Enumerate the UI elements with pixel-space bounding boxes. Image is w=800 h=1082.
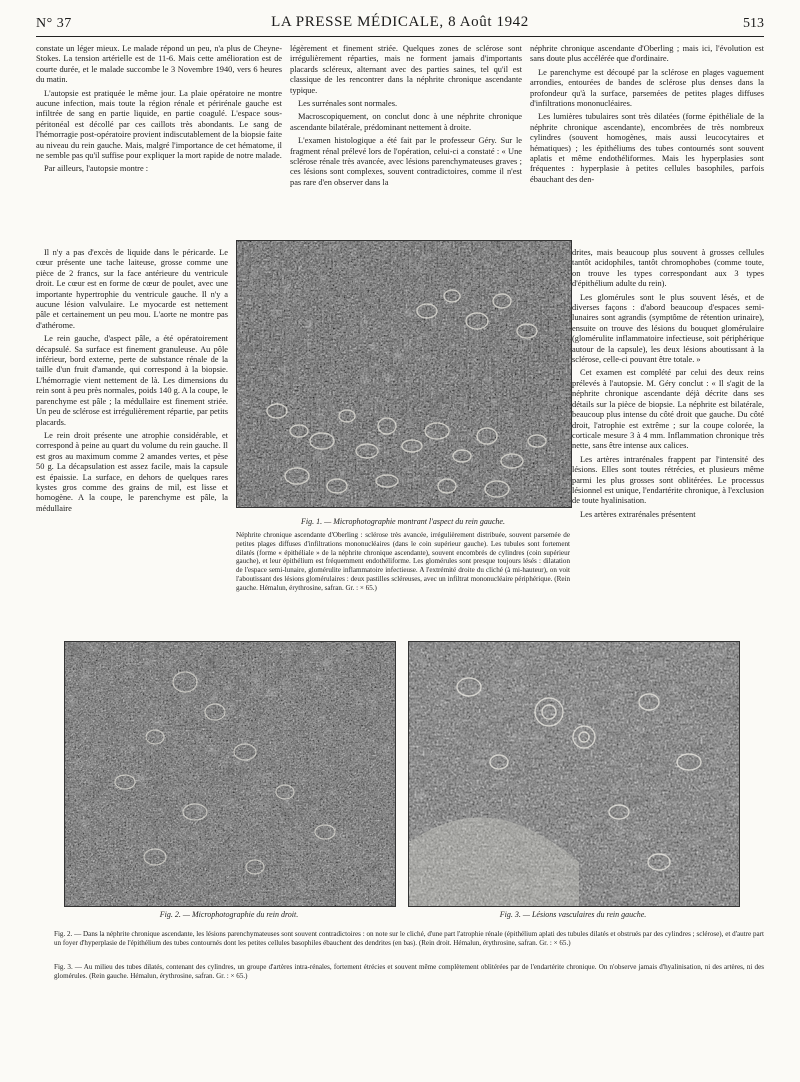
journal-title: LA PRESSE MÉDICALE, 8 Août 1942	[271, 14, 529, 30]
paragraph: néphrite chronique ascendante d'Oberling ; mais ici, l'évolution est sans doute plus accélérée que d'ordinaire.	[530, 44, 764, 64]
page-number: 513	[743, 16, 764, 31]
paragraph: drites, mais beaucoup plus souvent à grosses cellules tantôt acidophiles, tantôt chromophobes (comme toute, on trouve les types correspondant aux 3 types d'épithélium adulte du rein).	[572, 248, 764, 289]
figure-1-title: Fig. 1. — Microphotographie montrant l'aspect du rein gauche.	[301, 517, 505, 526]
paragraph: Le parenchyme est découpé par la sclérose en plages vaguement arrondies, entourées de bandes de sclérose plus denses dans la profondeur qu'à la surface, parsemées de petites plages diffuses d'infiltrations mononucléaires.	[530, 67, 764, 109]
page-header	[36, 14, 764, 37]
figure-2-caption: Fig. 2. — Dans la néphrite chronique ascendante, les lésions parenchymateuses sont souvent contradictoires : on note sur le cliché, d'une part l'atrophie rénale (épithélium aplati des tubules dilatés et obstrués par des cylindres ; sclérose), et d'autre part un foyer d'hyperplasie de l'épithélium des tubes contournés dont les petites cellules basophiles ébauchent des dendrites (en bas). (Rein droit. Hémalun, érythrosine, safran. Gr. : × 65.)	[54, 930, 764, 947]
column-1-bottom	[36, 248, 228, 517]
paragraph: Il n'y a pas d'excès de liquide dans le péricarde. Le cœur présente une tache laiteuse, grosse comme une pièce de 2 francs, sur la face antérieure du ventricule droit. Le cœur est en forme de cœur de poulet, avec une importante hypertrophie du ventricule gauche. Il n'y a aucune lésion valvulaire. Le myocarde est nettement pâle et certainement un peu mou. L'aorte ne montre pas d'athérome.	[36, 248, 228, 330]
paragraph: Le rein gauche, d'aspect pâle, a été opératoirement décapsulé. Sa surface est finement granuleuse. Au pôle inférieur, bord externe, perte de substance rénale de la taille d'un fruit d'amande, qui correspond à la biopsie. L'hémorragie vient nettement de là. Les dimensions du rein sont à peu près normales, poids 140 g. A la coupe, le parenchyme est pâle ; la médullaire est finement striée. Un peu de sclérose est irrégulièrement répartie, par petits placards.	[36, 334, 228, 427]
figure-1-micrograph	[236, 240, 572, 508]
figure-3-micrograph	[408, 641, 740, 907]
paragraph: L'autopsie est pratiquée le même jour. La plaie opératoire ne montre aucune infection, mais toute la région rénale et périrénale gauche est infiltrée de sang en partie liquide, en partie coagulé. L'espace sous-péritonéal est décollé par ces caillots très abondants. Le sang de l'hémorragie post-opératoire provient indiscutablement de la biopsie faite au niveau du rein gauche. Mais, malgré l'importance de cet hématome, il ne semble pas qu'il suffise pour expliquer la mort rapide de notre malade.	[36, 88, 282, 161]
paragraph: légèrement et finement striée. Quelques zones de sclérose sont irrégulièrement réparties, mais ne forment jamais d'importants placards scléreux, alternant avec des parties saines, tel qu'il est classique de les rencontrer dans la néphrite chronique ascendante typique.	[290, 44, 522, 95]
paragraph: Les glomérules sont le plus souvent lésés, et de diverses façons : d'abord beaucoup d'espaces semi-lunaires sont agrandis (symptôme de rétention urinaire), ensuite on trouve des lésions du bouquet glomérulaire (glomérulite inflammatoire infectieuse, soit périphérique autour de la capsule), les deux lésions aboutissant à la sclérose, celle-ci pouvant être totale. »	[572, 292, 764, 365]
figure-3-title: Fig. 3. — Lésions vasculaires du rein gauche.	[499, 910, 647, 919]
figure-1-caption: Néphrite chronique ascendante d'Oberling : sclérose très avancée, irrégulièrement distribuée, souvent parsemée de petites plages diffuses d'infiltrations mononucléaires (dans le coin supérieur gauche). Les tubules sont fortement dilatés (forme « épithéliale » de la néphrite chronique ascendante), souvent encombrés de cylindres (coin supérieur gauche), et leur épithélium est fréquemment endothéliforme. Les glomérules sont presque toujours lésés : dilatation de l'espace semi-lunaire, glomérulite inflammatoire infectieuse. A l'extrémité droite du cliché (à mi-hauteur), on voit l'aboutissant des lésions glomérulaires : deux pastilles scléreuses, avec un infiltrat mononucléaire périphérique. (Rein gauche. Hémalun, érythrosine, safran. Gr. : × 65.)	[236, 531, 570, 592]
paragraph: Les artères intrarénales frappent par l'intensité des lésions. Elles sont toutes rétrécies, et plusieurs même parmi les plus grosses sont oblitérées. Le processus lésionnel est unique, l'endartérite chronique, à l'exclusion de toute hyalinisation.	[572, 454, 764, 506]
paragraph: Macroscopiquement, on conclut donc à une néphrite chronique ascendante bilatérale, prédominant nettement à droite.	[290, 112, 522, 132]
paragraph: Les surrénales sont normales.	[298, 99, 398, 109]
figure-2-title: Fig. 2. — Microphotographie du rein droit.	[159, 910, 299, 919]
issue-number: N° 37	[36, 16, 72, 31]
paragraph: Par ailleurs, l'autopsie montre :	[44, 164, 149, 174]
column-1-top	[36, 44, 282, 178]
paragraph: Les artères extrarénales présentent	[580, 509, 696, 519]
paragraph: L'examen histologique a été fait par le professeur Géry. Sur le fragment rénal prélevé lors de l'opération, celui-ci a constaté : « Une sclérose rénale très avancée, avec lésions parenchymateuses graves ; ces lésions sont complexes, souvent contradictoires, comme il n'est pas rare d'en observer dans la	[290, 136, 522, 187]
paragraph: Cet examen est complété par celui des deux reins prélevés à l'autopsie. M. Géry conclut : « Il s'agit de la néphrite chronique ascendante déjà décrite dans ses détails sur la pièce de biopsie. La néphrite est bilatérale, beaucoup plus intense du côté droit que gauche. Du côté droit, l'atrophie est extrême ; sur la coupe colorée, la corticale mesure 3 à 4 mm. Inflammation chronique très nette, sans être intense aux calices.	[572, 368, 764, 451]
paragraph: Le rein droit présente une atrophie considérable, et correspond à peine au quart du volume du rein gauche. Il est gros au maximum comme 2 amandes vertes, et pèse 50 g. La décapsulation est assez facile, mais la capsule est épaissie. La surface, en dehors de quelques rares kystes gros comme des grains de mil, est lisse et homogène. A la coupe, le parenchyme est pâle, la médullaire	[36, 430, 228, 513]
column-2	[290, 44, 522, 191]
figure-3-caption: Fig. 3. — Au milieu des tubes dilatés, contenant des cylindres, un groupe d'artères intra-rénales, fortement étrécies et souvent même complètement oblitérées par de l'endartérite chronique. On n'observe jamais d'hyalinisation, ni des artères, ni des glomérules. (Rein gauche. Hémalun, érythrosine, safran. Gr. : × 65.)	[54, 963, 764, 980]
paragraph: constate un léger mieux. Le malade répond un peu, n'a plus de Cheyne-Stokes. La tension artérielle est de 11-6. Mais cette amélioration est de courte durée, et le malade succombe le 3 Novembre 1940, vers 6 heures du matin.	[36, 44, 282, 85]
figure-2-micrograph	[64, 641, 396, 907]
paragraph: Les lumières tubulaires sont très dilatées (forme épithéliale de la néphrite chronique ascendante), encombrées de très nombreux cylindres (souvent homogènes, mais aussi leucocytaires et hématiques) ; les épithéliums des tubes contournés sont souvent aplatis et même endothéliformes. Mais les hyperplasies sont fréquentes : hyperplasie à petites cellules basophiles, parfois ébauchant des den-	[530, 112, 764, 184]
column-3-bottom	[572, 248, 764, 523]
column-3-top	[530, 44, 764, 188]
